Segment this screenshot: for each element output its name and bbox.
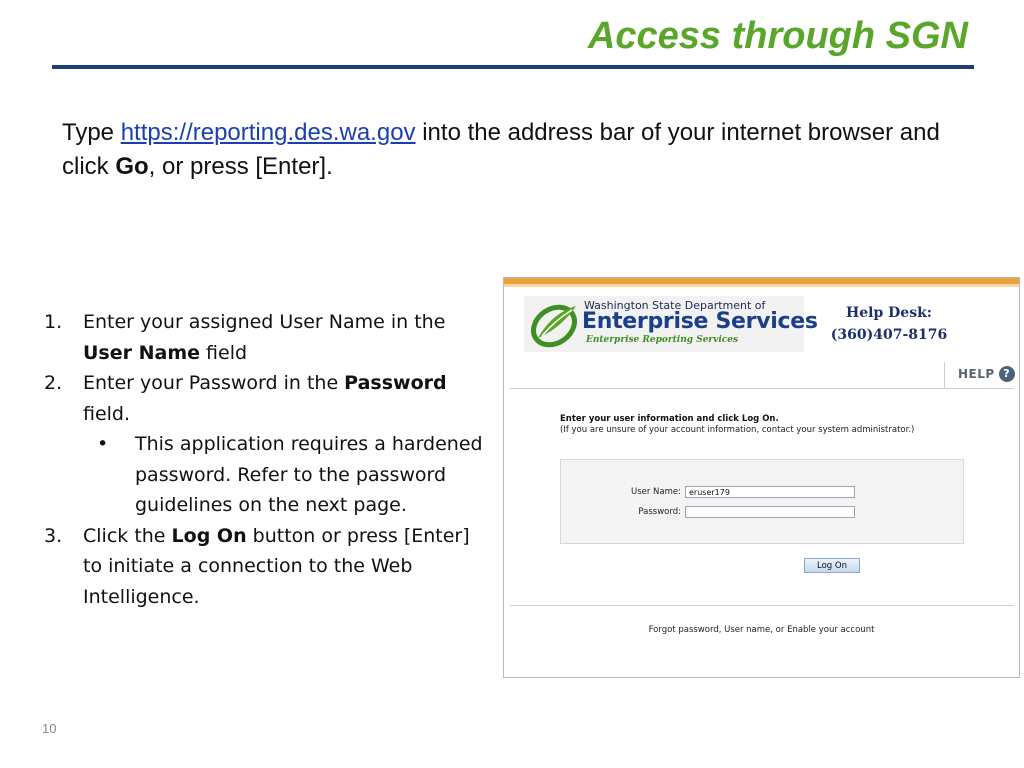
- login-instructions-note: (If you are unsure of your account information, contact your system administrator.): [560, 425, 915, 435]
- logo-department-text: Washington State Department of: [584, 299, 766, 312]
- password-input[interactable]: [685, 506, 855, 518]
- steps-list: [40, 307, 488, 612]
- step-text: Enter your Password in the: [83, 372, 345, 394]
- step-emphasis: User Name: [83, 341, 201, 364]
- title-divider: [52, 65, 974, 69]
- step-emphasis: Password: [344, 372, 447, 394]
- intro-text-before: Type: [62, 119, 121, 146]
- bullet-icon: •: [97, 433, 109, 455]
- step-text: field: [200, 341, 248, 364]
- step-number: 2.: [44, 372, 63, 394]
- intro-text-after: , or press [Enter].: [148, 153, 333, 180]
- footer-divider: [510, 605, 1014, 606]
- go-keyword: Go: [115, 153, 149, 180]
- logo-subtitle-text: Enterprise Reporting Services: [586, 335, 739, 345]
- step-text: button or press [Enter] to initiate a connection to the Web Intelligence.: [83, 524, 470, 608]
- helpdesk-info: [824, 302, 954, 346]
- intro-text: [62, 116, 982, 184]
- step-number: 3.: [44, 524, 63, 547]
- sub-bullet-list: [83, 429, 488, 521]
- step-number: 1.: [44, 311, 63, 333]
- login-instructions: Enter your user information and click Log On.: [560, 414, 779, 424]
- step-item: [40, 521, 488, 613]
- reporting-url-link[interactable]: https://reporting.des.wa.gov: [120, 119, 416, 146]
- username-input[interactable]: [685, 486, 855, 498]
- step-text: Click the: [83, 524, 172, 547]
- step-item: [40, 368, 488, 521]
- header-divider: [510, 388, 1014, 389]
- step-emphasis: Log On: [171, 524, 247, 547]
- sub-bullet-text: This application requires a hardened password. Refer to the password guidelines on the next page.: [135, 433, 483, 516]
- slide-title: Access through SGN: [587, 15, 968, 57]
- forgot-account-link[interactable]: Forgot password, User name, or Enable your account: [648, 625, 875, 635]
- sub-bullet-item: [83, 429, 488, 521]
- step-text: Enter your assigned User Name in the: [83, 311, 446, 333]
- login-screenshot: [503, 277, 1020, 678]
- login-form: [560, 459, 964, 544]
- helpdesk-phone: (360)407-8176: [830, 327, 948, 343]
- help-divider: [944, 362, 945, 388]
- page-number: 10: [42, 721, 57, 736]
- intro-text-middle: into the address bar of your internet browser and click: [62, 119, 940, 180]
- step-item: [40, 307, 488, 368]
- password-label: Password:: [638, 507, 681, 517]
- log-on-button[interactable]: Log On: [804, 558, 860, 573]
- leaf-logo-icon: [528, 300, 580, 348]
- username-label: User Name:: [630, 487, 681, 497]
- header-accent-bar-light: [504, 284, 1019, 287]
- step-text: field.: [83, 402, 131, 425]
- helpdesk-label: Help Desk:: [846, 305, 932, 321]
- logo-title-text: Enterprise Services: [582, 309, 818, 334]
- help-label: HELP: [958, 367, 995, 381]
- help-question-icon: ?: [999, 366, 1015, 382]
- help-link[interactable]: [958, 366, 1015, 382]
- des-logo: [524, 296, 818, 352]
